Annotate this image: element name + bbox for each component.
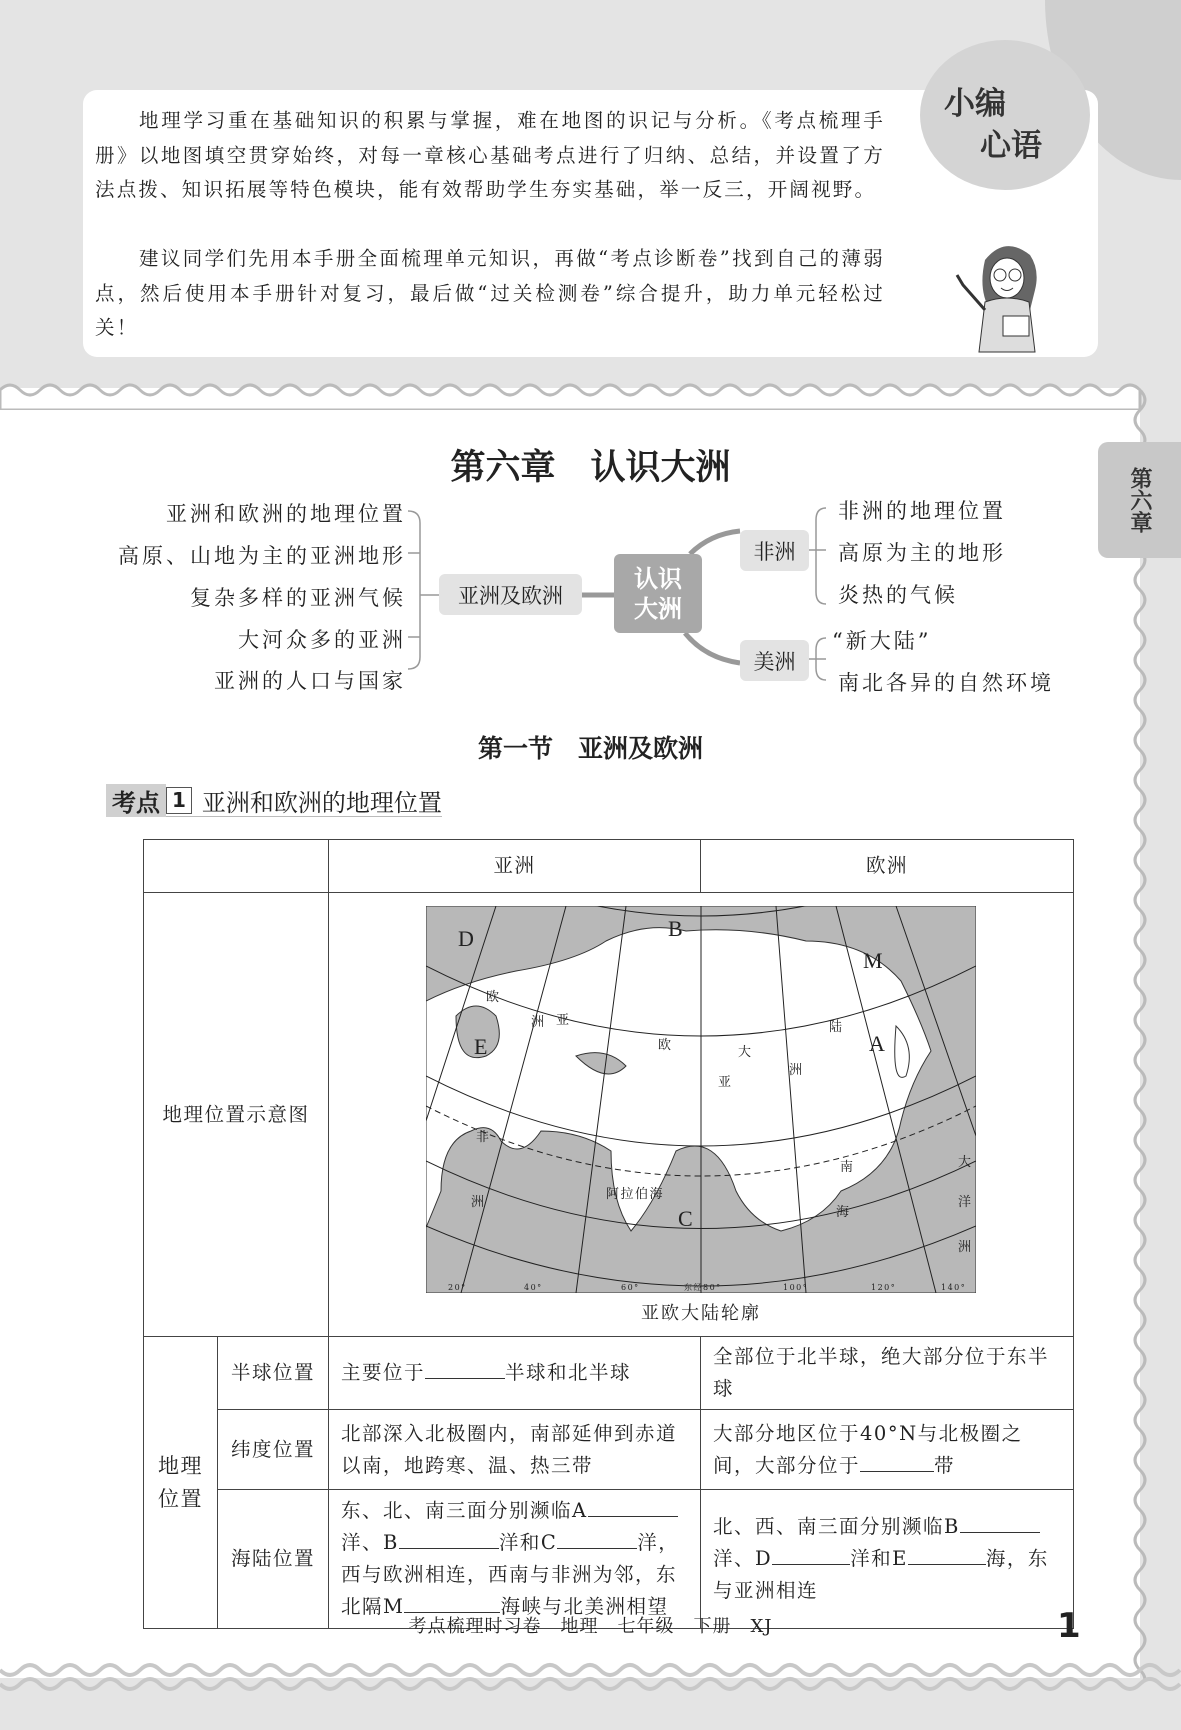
map-label-text: 欧 xyxy=(658,1038,673,1053)
mindmap-america-item: 南北各异的自然环境 xyxy=(838,671,1054,695)
mindmap-center-node: 认识大洲 xyxy=(614,554,702,633)
map-tick: 140° xyxy=(941,1283,967,1292)
cell-text: 洋、B xyxy=(341,1531,399,1554)
map-label-text: 洲 xyxy=(531,1015,546,1030)
row-label: 海陆位置 xyxy=(218,1490,329,1629)
row-label: 纬度位置 xyxy=(218,1410,329,1490)
map-label-text: 欧 xyxy=(486,990,501,1005)
europe-latitude-cell xyxy=(701,1410,1074,1490)
map-label-text: 洋 xyxy=(958,1195,973,1210)
top-wave-border xyxy=(0,370,1181,410)
kaodian-label: 考点 xyxy=(106,784,166,817)
mindmap-left-item: 亚洲的人口与国家 xyxy=(214,669,406,693)
answer-blank[interactable] xyxy=(860,1450,934,1472)
map-label-text: 非 xyxy=(476,1130,491,1145)
answer-blank[interactable] xyxy=(557,1527,637,1549)
map-tick: 东经80° xyxy=(684,1283,722,1292)
map-tick: 100° xyxy=(783,1283,809,1292)
answer-blank[interactable] xyxy=(588,1495,678,1517)
mindmap-left-item: 高原、山地为主的亚洲地形 xyxy=(118,544,406,568)
map-tick: 20° xyxy=(448,1283,467,1292)
cell-text: 北、西、南三面分别濒临B xyxy=(713,1515,960,1538)
group-label-line: 位置 xyxy=(158,1486,203,1511)
map-label-text: 海 xyxy=(836,1205,851,1220)
map-label-c: C xyxy=(678,1206,695,1231)
answer-blank[interactable] xyxy=(404,1591,500,1613)
chapter-title: 第六章 认识大洲 xyxy=(450,448,731,488)
map-caption: 亚欧大陆轮廓 xyxy=(641,1303,761,1324)
mindmap-left-item: 复杂多样的亚洲气候 xyxy=(190,586,406,610)
cell-text: 洋，西与欧洲相连，西南与非洲为邻，东北隔M xyxy=(341,1531,680,1618)
badge-line-2: 心语 xyxy=(980,128,1042,164)
map-label-a: A xyxy=(869,1031,887,1056)
mindmap-africa-item: 高原为主的地形 xyxy=(838,541,1006,565)
chapter-side-tab[interactable]: 第六章 xyxy=(1098,442,1181,558)
mindmap-left-item: 亚洲和欧洲的地理位置 xyxy=(166,502,406,526)
map-label-text: 阿拉伯海 xyxy=(606,1187,665,1202)
answer-blank[interactable] xyxy=(908,1543,986,1565)
eurasia-map xyxy=(426,906,976,1293)
cell-text: 带 xyxy=(934,1453,956,1477)
table-corner-cell xyxy=(144,840,329,893)
map-row-label: 地理位置示意图 xyxy=(144,893,329,1337)
mindmap-africa-item: 非洲的地理位置 xyxy=(838,499,1006,523)
asia-latitude-cell: 北部深入北极圈内，南部延伸到赤道以南，地跨寒、温、热三带 xyxy=(329,1410,701,1490)
mindmap-africa-item: 炎热的气候 xyxy=(838,583,958,607)
map-label-b: B xyxy=(668,916,685,941)
girl-illustration-icon xyxy=(955,230,1055,360)
geo-position-table xyxy=(143,839,1074,1629)
page-number: 1 xyxy=(1057,1606,1081,1646)
cell-text: 海，东与亚洲相连 xyxy=(713,1547,1049,1602)
bottom-wave-border xyxy=(0,1660,1181,1700)
answer-blank[interactable] xyxy=(425,1357,505,1379)
editor-note-badge xyxy=(920,40,1090,190)
europe-hemisphere-cell: 全部位于北半球，绝大部分位于东半球 xyxy=(701,1337,1074,1410)
europe-sea-land-cell xyxy=(701,1490,1074,1629)
group-label-line: 地理 xyxy=(158,1453,203,1478)
map-tick: 60° xyxy=(621,1283,640,1292)
row-label: 半球位置 xyxy=(218,1337,329,1410)
group-label-geo-position xyxy=(144,1337,218,1629)
map-label-text: 洲 xyxy=(471,1195,486,1210)
intro-paragraph-1: 地理学习重在基础知识的积累与掌握，难在地图的识记与分析。《考点梳理手册》以地图填空贯穿始终，对每一章核心基础考点进行了归纳、总结，并设置了方法点拨、知识拓展等特色模块，能有效帮助学生夯实基础，举一反三，开阔视野。 xyxy=(95,109,885,201)
map-label-e: E xyxy=(474,1034,489,1059)
cell-text: 洋、D xyxy=(713,1547,773,1570)
map-cell xyxy=(329,893,1074,1337)
mindmap-left-item: 大河众多的亚洲 xyxy=(238,628,406,652)
answer-blank[interactable] xyxy=(399,1527,499,1549)
map-tick: 40° xyxy=(524,1283,543,1292)
asia-sea-land-cell xyxy=(329,1490,701,1629)
map-label-text: 大 xyxy=(738,1045,753,1060)
kaodian-number: 1 xyxy=(166,787,192,814)
badge-line-1: 小编 xyxy=(944,86,1006,122)
answer-blank[interactable] xyxy=(772,1543,850,1565)
map-label-text: 洲 xyxy=(789,1063,804,1078)
intro-paragraph-2: 建议同学们先用本手册全面梳理单元知识，再做“考点诊断卷”找到自己的薄弱点，然后使用本手册针对复习，最后做“过关检测卷”综合提升，助力单元轻松过关！ xyxy=(95,247,885,339)
mindmap-america-item: “新大陆” xyxy=(832,629,932,653)
header-asia: 亚洲 xyxy=(329,840,701,893)
section-title: 第一节 亚洲及欧洲 xyxy=(477,734,703,763)
footer-text: 考点梳理时习卷 地理 七年级 下册 XJ xyxy=(408,1616,773,1637)
mindmap-africa-node: 非洲 xyxy=(740,530,809,571)
cell-text: 海峡与北美洲相望 xyxy=(500,1595,669,1618)
map-tick: 120° xyxy=(871,1283,897,1292)
cell-text: 半球和北半球 xyxy=(505,1361,632,1384)
cell-text: 大部分地区位于40°N与北极圈之间，大部分位于 xyxy=(713,1421,1023,1477)
map-label-text: 亚 xyxy=(718,1075,733,1090)
kaodian-title: 亚洲和欧洲的地理位置 xyxy=(201,788,442,817)
map-label-text: 洲 xyxy=(958,1240,973,1255)
cell-text: 主要位于 xyxy=(341,1361,426,1384)
map-label-text: 大 xyxy=(958,1155,973,1170)
asia-hemisphere-cell xyxy=(329,1337,701,1410)
map-label-d: D xyxy=(458,926,476,951)
answer-blank[interactable] xyxy=(960,1511,1040,1533)
header-europe: 欧洲 xyxy=(701,840,1074,893)
map-label-text: 亚 xyxy=(556,1013,571,1028)
cell-text: 洋和C xyxy=(498,1531,558,1554)
map-label-m: M xyxy=(863,948,885,973)
map-label-text: 陆 xyxy=(829,1020,844,1035)
cell-text: 洋和E xyxy=(850,1547,908,1570)
mindmap-america-node: 美洲 xyxy=(740,640,809,681)
map-label-text: 南 xyxy=(840,1160,855,1175)
kaodian-header xyxy=(106,784,442,817)
mindmap-asia-europe-node: 亚洲及欧洲 xyxy=(439,574,582,615)
cell-text: 东、北、南三面分别濒临A xyxy=(341,1499,588,1522)
